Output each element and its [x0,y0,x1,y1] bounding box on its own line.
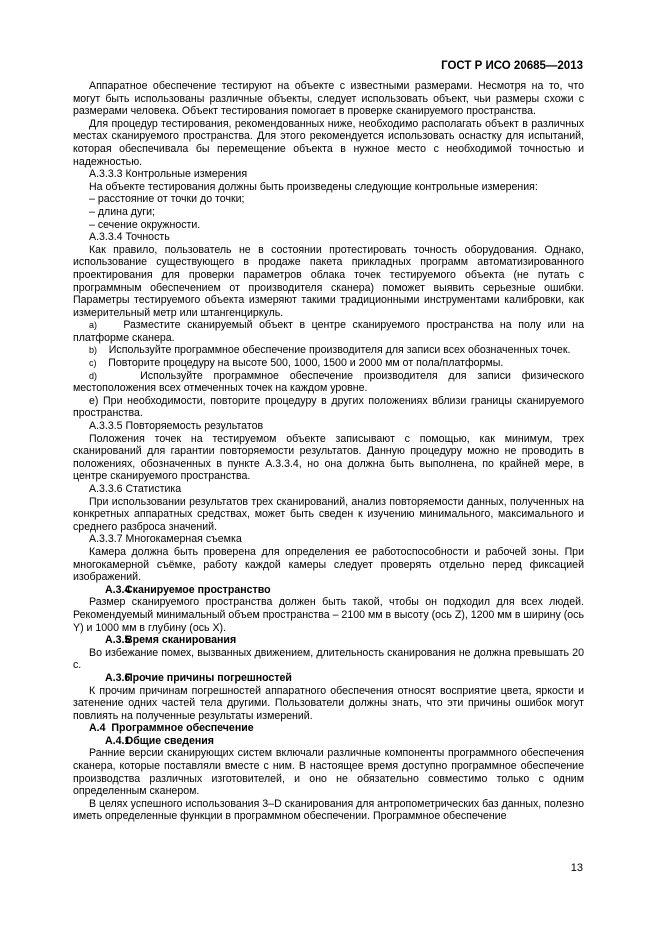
list-marker: c) [89,358,97,369]
list-marker: а) [89,320,98,331]
subsection-title: А.3.3.4 Точность [89,231,170,244]
list-item-a [73,319,584,344]
list-item-text: Используйте программное обеспечение производителя для записи всех обозначенных точек. [108,344,571,357]
heading-number: А.4.1 [105,734,131,747]
paragraph: Во избежание помех, вызванных движением, длительность сканирования не должна превышать 20 с. [73,646,584,672]
paragraph: Для процедур тестирования, рекомендованных ниже, необходимо располагать объект в различных местах сканируемого пространства. Для этого рекомендуется использовать оснастку для испытаний, которая обеспечивала бы перемещение объекта в нужное место с необходимой точностью и надежностью. [73,117,584,168]
paragraph: Как правило, пользователь не в состоянии протестировать точность оборудования. Однако, использование существующего в продаже пакета прикладных программ автоматизированного проектирования для проверки параметров облака точек тестируемого объекта (не путать с программным обеспечением от производителя сканера) поможет выявить серьезные ошибки. Параметры тестируемого объекта измеряют такими традиционными инструментами калибровки, как измерительный метр или штангенциркуль. [73,243,584,319]
heading-number: А.3.6 [105,671,131,684]
list-item-c [73,357,584,370]
document-body [73,80,584,823]
list-item: – сечение окружности. [89,218,201,231]
heading-number: А.3.5 [105,634,131,647]
paragraph: При использовании результатов трех сканирований, анализ повторяемости данных, полученных на конкретных аппаратных средствах, может быть сведен к изучению минимального, максимального и среднего разброса значений. [73,495,584,533]
subsection-title: А.3.3.7 Многокамерная съемка [89,533,242,546]
heading-title: Время сканирования [125,634,237,647]
standard-header: ГОСТ Р ИСО 20685—2013 [441,60,583,72]
paragraph: На объекте тестирования должны быть произведены следующие контрольные измерения: [89,180,538,193]
paragraph: Размер сканируемого пространства должен быть такой, чтобы он подходил для всех людей. Рекомендуемый минимальный объем пространства – 2100 мм в высоту (ось Z), 1200 мм в ширину (ось Y) и 1000 мм в глубину (ось X). [73,596,584,634]
list-item-text: Используйте программное обеспечение производителя для записи физического местоположения всех отмеченных точек на каждом уровне. [73,369,584,395]
list-item: – расстояние от точки до точки; [89,193,245,206]
paragraph: Аппаратное обеспечение тестируют на объекте с известными размерами. Несмотря на то, что могут быть использованы различные объекты, следует использовать объект, чьи размеры схожи с размерами человека. Объект тестирования помогает в проверке сканируемого пространства. [73,80,584,118]
list-marker: d) [89,370,98,381]
heading-title: Прочие причины погрешностей [125,671,292,684]
list-item: – длина дуги; [89,205,156,218]
section-heading [73,672,584,685]
heading-title: Программное обеспечение [111,722,254,735]
heading-number: А.4 [89,722,106,735]
heading-title: Общие сведения [125,734,214,747]
subsection-title: А.3.3.5 Повторяемость результатов [89,420,264,433]
list-item-d [73,370,584,395]
paragraph: Ранние версии сканирующих систем включали различные компоненты программного обеспечения сканера, которые поставляли вместе с ним. В настоящее время доступно программное обеспечение производства различных изготовителей, и оно не обязательно совместимо только с одним определенным сканером. [73,747,584,798]
paragraph: Камера должна быть проверена для определения ее работоспособности и рабочей зоны. При многокамерной съёмке, работу каждой камеры следует проверять отдельно перед фиксацией изображений. [73,545,584,584]
paragraph: К прочим причинам погрешностей аппаратного обеспечения относят восприятие цвета, яркости и затенение одних частей тела другими. Пользователи должны знать, что эти причины ошибок могут повлиять на полученные результаты измерений. [73,684,584,722]
section-heading [73,735,584,748]
paragraph: В целях успешного использования 3–D сканирования для антропометрических баз данных, полезно иметь определенные функции в программном обеспечении. Программное обеспечение [73,797,584,823]
section-heading [73,584,584,597]
page-number: 13 [570,862,583,874]
paragraph: Положения точек на тестируемом объекте записывают с помощью, как минимум, трех сканирований для гарантии повторяемости результатов. Данную процедуру можно не проводить в положениях, обозначенных в пункте А.3.3.4, но она должна быть выполнена, по крайней мере, в центре сканируемого пространства. [73,432,584,483]
list-marker: b) [89,345,98,356]
heading-title: Сканируемое пространство [125,583,271,596]
list-item-e: е) При необходимости, повторите процедуру в других положениях вблизи границы сканируемого пространства. [73,394,584,420]
heading-number: А.3.4 [105,583,131,596]
section-heading [73,634,584,647]
list-item-text: Разместите сканируемый объект в центре сканируемого пространства на полу или на платформе сканера. [73,319,584,344]
subsection-title: А.3.3.3 Контрольные измерения [89,168,248,181]
section-heading [73,722,584,735]
list-item-b [73,344,584,357]
list-item-text: Повторите процедуру на высоте 500, 1000, 1500 и 2000 мм от пола/платформы. [108,357,504,370]
subsection-title: А.3.3.6 Статистика [89,483,182,495]
